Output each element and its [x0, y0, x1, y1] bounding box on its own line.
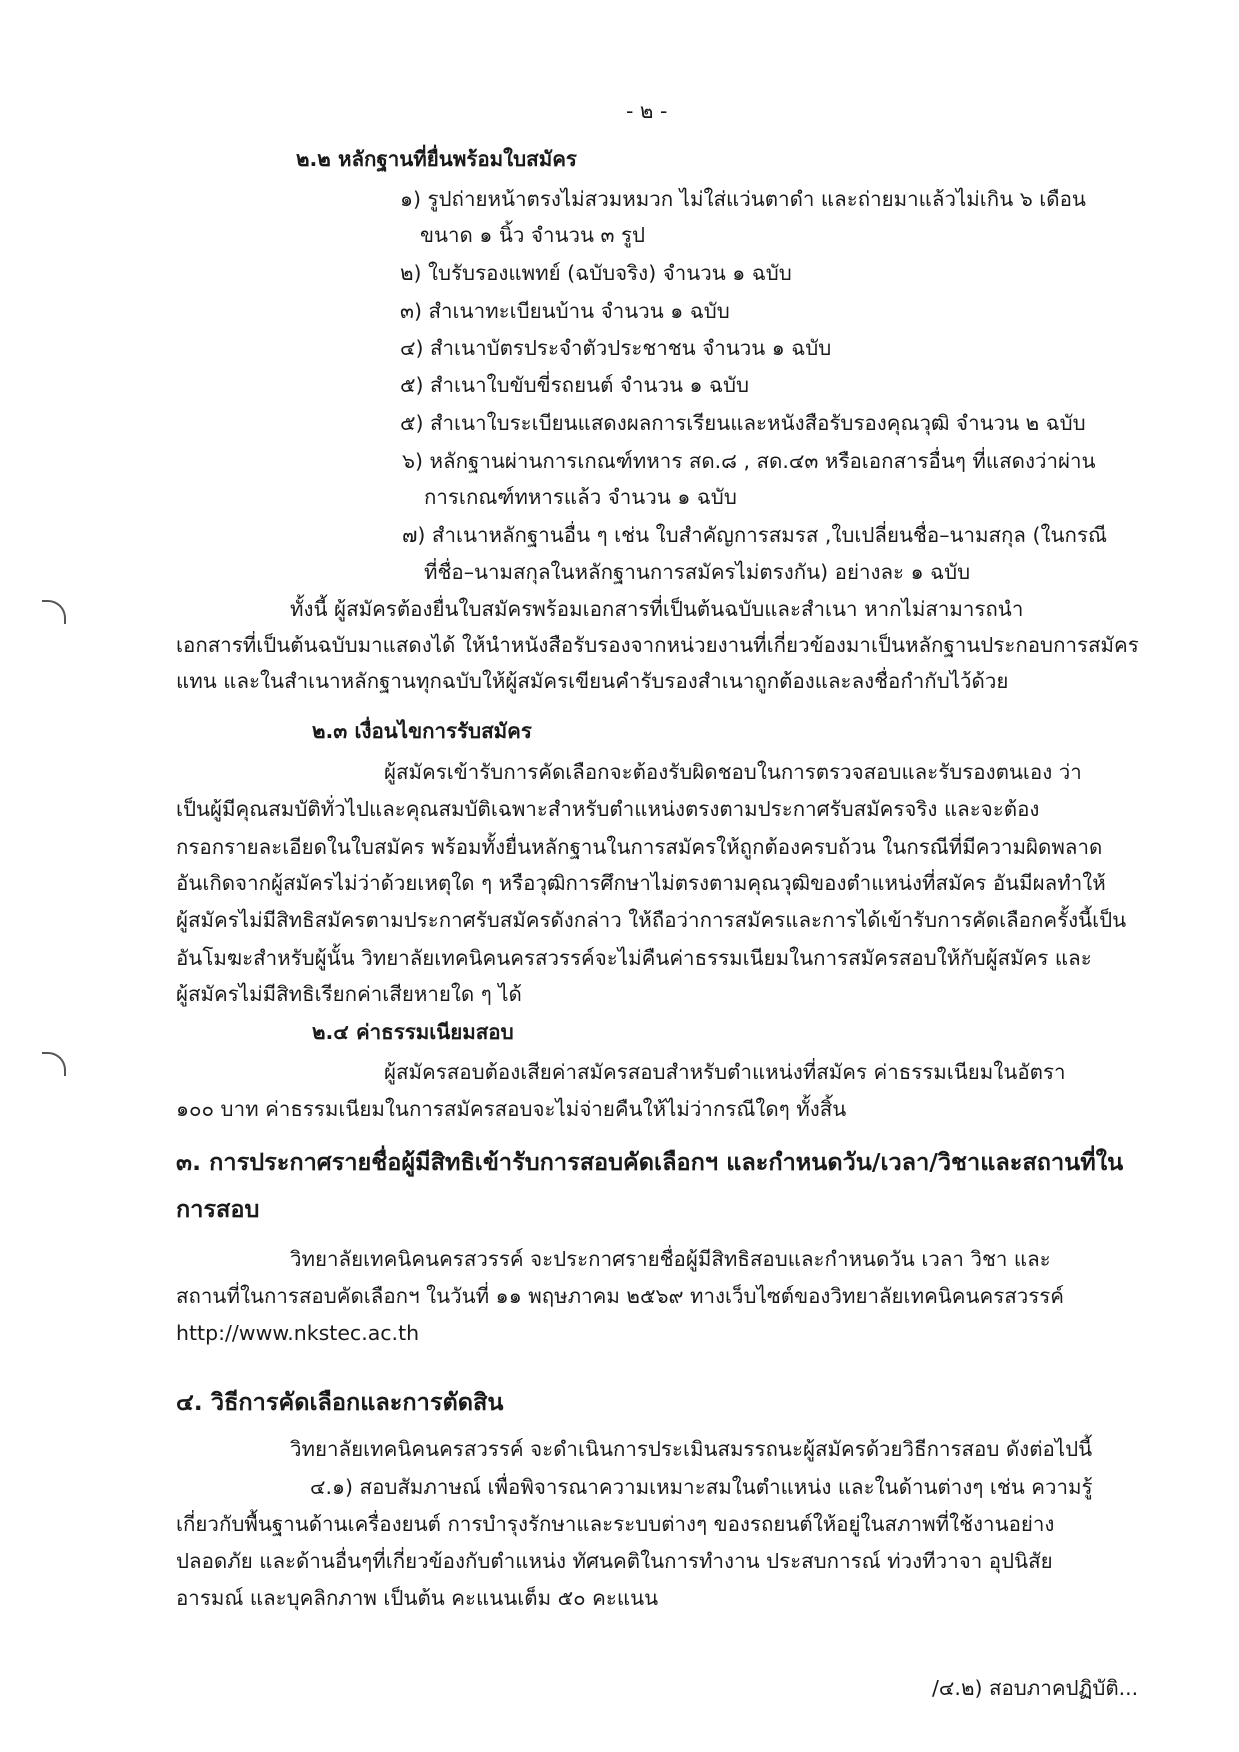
list-item: ๔) สำเนาบัตรประจำตัวประชาชน จำนวน ๑ ฉบับ: [400, 336, 832, 360]
paragraph-line: ผู้สมัครไม่มีสิทธิเรียกค่าเสียหายใด ๆ ได้: [176, 982, 522, 1006]
list-item: ๗) สำเนาหลักฐานอื่น ๆ เช่น ใบสำคัญการสมรส ,ใบเปลี่ยนชื่อ–นามสกุล (ในกรณี: [402, 523, 1107, 547]
list-item: ๖) หลักฐานผ่านการเกณฑ์ทหาร สด.๘ , สด.๔๓ หรือเอกสารอื่นๆ ที่แสดงว่าผ่าน: [402, 449, 1096, 473]
paragraph-line: ผู้สมัครไม่มีสิทธิสมัครตามประกาศรับสมัครดังกล่าว ให้ถือว่าการสมัครและการได้เข้ารับการคัดเลือกครั้งนี้เป็น: [176, 908, 1127, 932]
paragraph-line: กรอกรายละเอียดในใบสมัคร พร้อมทั้งยื่นหลักฐานในการสมัครให้ถูกต้องครบถ้วน ในกรณีที่มีความผิดพลาด: [176, 835, 1103, 859]
paragraph-line: ผู้สมัครสอบต้องเสียค่าสมัครสอบสำหรับตำแหน่งที่สมัคร ค่าธรรมเนียมในอัตรา: [384, 1060, 1066, 1084]
paragraph-line: วิทยาลัยเทคนิคนครสวรรค์ จะดำเนินการประเมินสมรรถนะผู้สมัครด้วยวิธีการสอบ ดังต่อไปนี้: [290, 1437, 1093, 1461]
paragraph-line: วิทยาลัยเทคนิคนครสวรรค์ จะประกาศรายชื่อผู้มีสิทธิสอบและกำหนดวัน เวลา วิชา และ: [290, 1247, 1051, 1271]
paragraph-line: อันเกิดจากผู้สมัครไม่ว่าด้วยเหตุใด ๆ หรือวุฒิการศึกษาไม่ตรงตามคุณวุฒิของตำแหน่งที่สมัคร อันมีผลทำให้: [176, 871, 1106, 895]
binder-mark-bottom: [42, 1052, 66, 1076]
paragraph-line: ทั้งนี้ ผู้สมัครต้องยื่นใบสมัครพร้อมเอกสารที่เป็นต้นฉบับและสำเนา หากไม่สามารถนำ: [290, 597, 1024, 621]
paragraph-line: ๔.๑) สอบสัมภาษณ์ เพื่อพิจารณาความเหมาะสมในตำแหน่ง และในด้านต่างๆ เช่น ความรู้: [310, 1475, 1093, 1499]
list-item: การเกณฑ์ทหารแล้ว จำนวน ๑ ฉบับ: [424, 485, 737, 509]
paragraph-line: เอกสารที่เป็นต้นฉบับมาแสดงได้ ให้นำหนังสือรับรองจากหน่วยงานที่เกี่ยวข้องมาเป็นหลักฐานประกอบการสมัคร: [176, 633, 1139, 657]
list-item: ขนาด ๑ นิ้ว จำนวน ๓ รูป: [420, 223, 646, 247]
page-number: - ๒ -: [626, 99, 668, 123]
section-3-title: ๓. การประกาศรายชื่อผู้มีสิทธิเข้ารับการสอบคัดเลือกฯ และกำหนดวัน/เวลา/วิชาและสถานที่ใน: [176, 1148, 1124, 1176]
paragraph-line: แทน และในสำเนาหลักฐานทุกฉบับให้ผู้สมัครเขียนคำรับรองสำเนาถูกต้องและลงชื่อกำกับไว้ด้วย: [176, 669, 1009, 693]
list-item: ๕) สำเนาใบระเบียนแสดงผลการเรียนและหนังสือรับรองคุณวุฒิ จำนวน ๒ ฉบับ: [400, 411, 1086, 435]
list-item: ที่ชื่อ–นามสกุลในหลักฐานการสมัครไม่ตรงกัน) อย่างละ ๑ ฉบับ: [424, 560, 971, 584]
section-2-4-title: ๒.๔ ค่าธรรมเนียมสอบ: [312, 1020, 514, 1044]
section-2-3-title: ๒.๓ เงื่อนไขการรับสมัคร: [312, 719, 532, 743]
list-item: ๓) สำเนาทะเบียนบ้าน จำนวน ๑ ฉบับ: [400, 299, 730, 323]
paragraph-line: อันโมฆะสำหรับผู้นั้น วิทยาลัยเทคนิคนครสวรรค์จะไม่คืนค่าธรรมเนียมในการสมัครสอบให้กับผู้สมัคร และ: [176, 946, 1092, 970]
section-4-title: ๔. วิธีการคัดเลือกและการตัดสิน: [176, 1388, 504, 1416]
paragraph-line: ผู้สมัครเข้ารับการคัดเลือกจะต้องรับผิดชอบในการตรวจสอบและรับรองตนเอง ว่า: [384, 760, 1082, 784]
paragraph-line: เกี่ยวกับพื้นฐานด้านเครื่องยนต์ การบำรุงรักษาและระบบต่างๆ ของรถยนต์ให้อยู่ในสภาพที่ใช้งานอย่าง: [176, 1512, 1055, 1536]
paragraph-line: เป็นผู้มีคุณสมบัติทั่วไปและคุณสมบัติเฉพาะสำหรับตำแหน่งตรงตามประกาศรับสมัครจริง และจะต้อง: [176, 797, 1040, 821]
binder-mark-top: [42, 600, 66, 624]
paragraph-line: ปลอดภัย และด้านอื่นๆที่เกี่ยวข้องกับตำแหน่ง ทัศนคติในการทำงาน ประสบการณ์ ท่วงทีวาจา อุปนิสัย: [176, 1549, 1053, 1573]
paragraph-line: ๑๐๐ บาท ค่าธรรมเนียมในการสมัครสอบจะไม่จ่ายคืนให้ไม่ว่ากรณีใดๆ ทั้งสิ้น: [176, 1097, 847, 1121]
section-2-2-title: ๒.๒ หลักฐานที่ยื่นพร้อมใบสมัคร: [296, 147, 577, 171]
list-item: ๑) รูปถ่ายหน้าตรงไม่สวมหมวก ไม่ใส่แว่นตาดำ และถ่ายมาแล้วไม่เกิน ๖ เดือน: [400, 187, 1086, 211]
list-item: ๒) ใบรับรองแพทย์ (ฉบับจริง) จำนวน ๑ ฉบับ: [400, 261, 792, 285]
paragraph-line: อารมณ์ และบุคลิกภาพ เป็นต้น คะแนนเต็ม ๕๐ คะแนน: [176, 1586, 659, 1610]
page-footer: /๔.๒) สอบภาคปฏิบัติ...: [932, 1676, 1139, 1700]
website-url: http://www.nkstec.ac.th: [176, 1321, 420, 1345]
section-3-title-cont: การสอบ: [176, 1195, 260, 1223]
list-item: ๕) สำเนาใบขับขี่รถยนต์ จำนวน ๑ ฉบับ: [400, 373, 750, 397]
paragraph-line: สถานที่ในการสอบคัดเลือกฯ ในวันที่ ๑๑ พฤษภาคม ๒๕๖๙ ทางเว็บไซต์ของวิทยาลัยเทคนิคนครสวรรค์: [176, 1284, 1065, 1308]
